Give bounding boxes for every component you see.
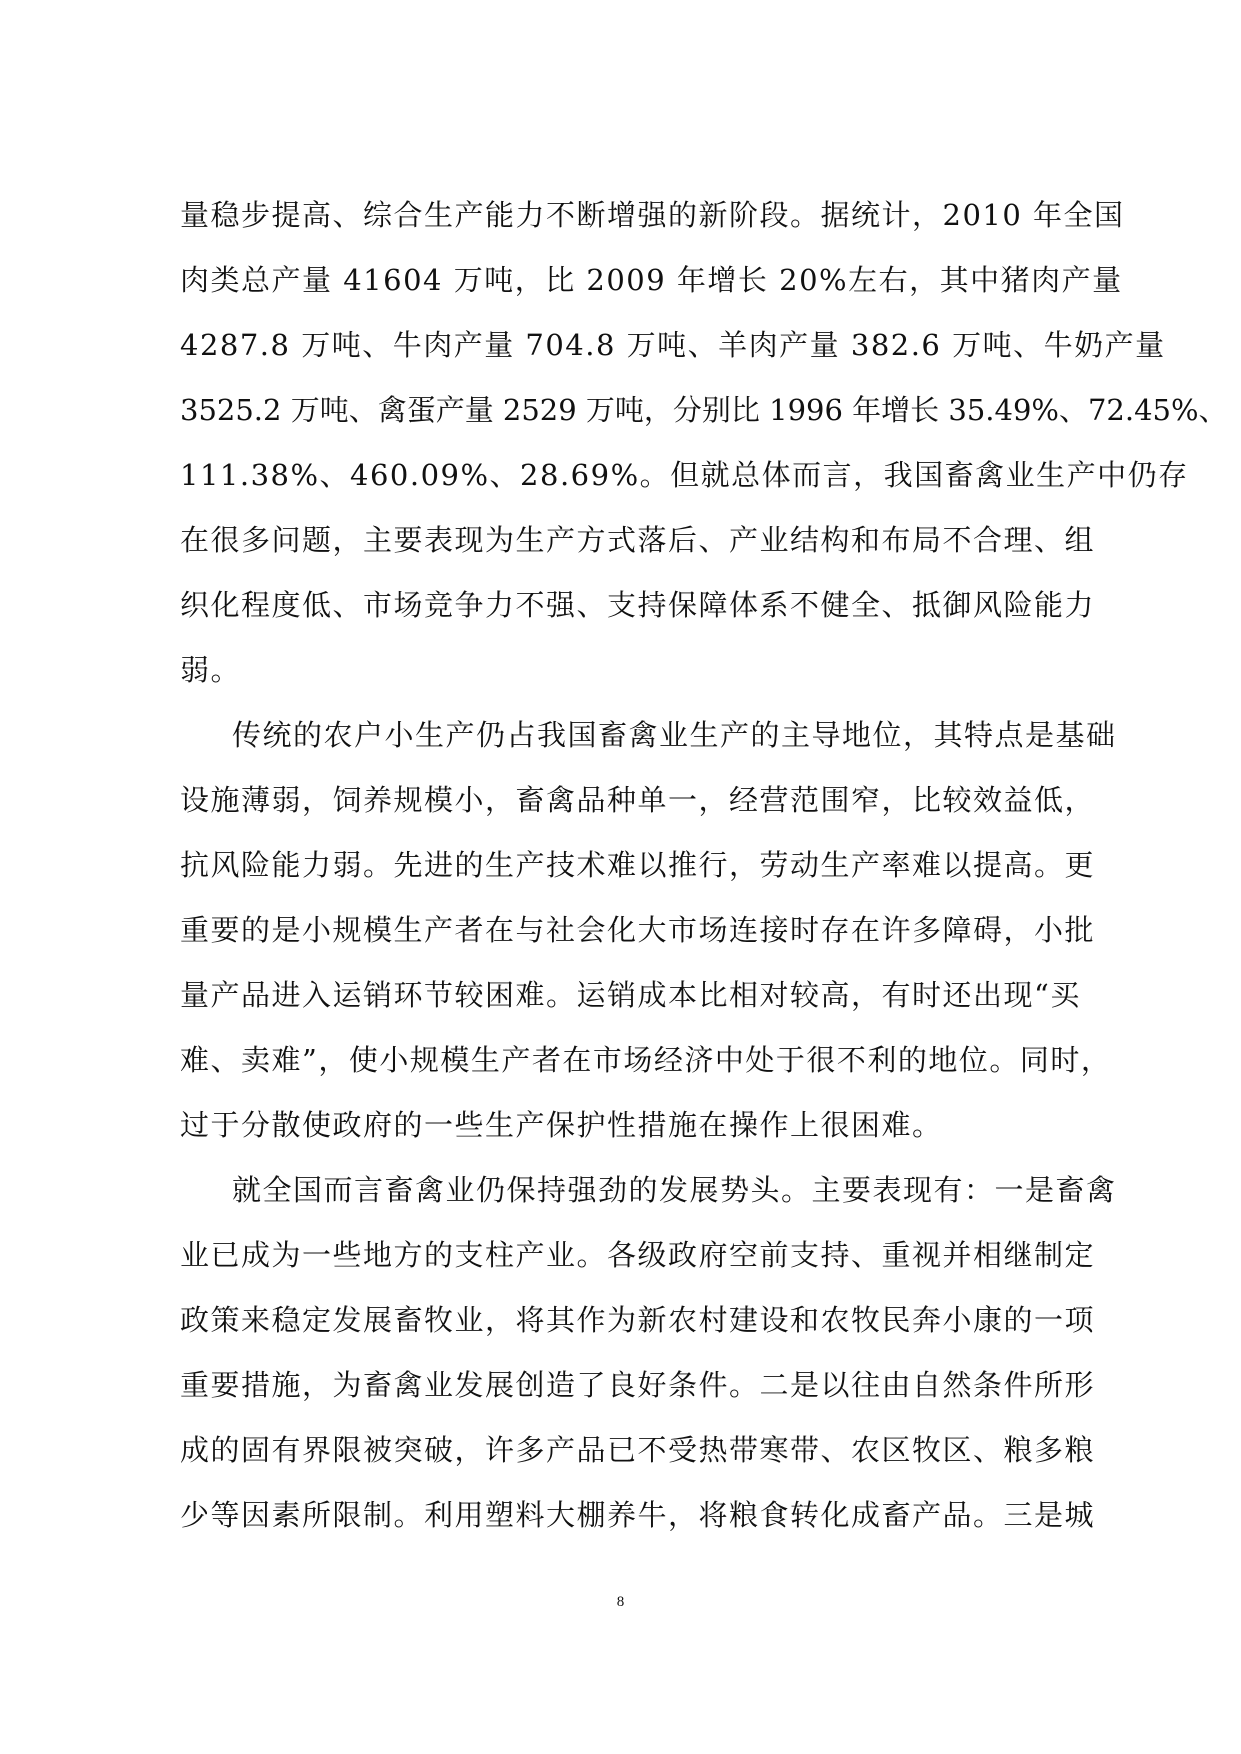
page-number: 8 (616, 1594, 625, 1610)
text-line: 织化程度低、市场竞争力不强、支持保障体系不健全、抵御风险能力 (180, 588, 1096, 622)
text-line: 设施薄弱，饲养规模小，畜禽品种单一，经营范围窄，比较效益低， (180, 783, 1096, 817)
text-line: 弱。 (180, 653, 242, 687)
text-line: 业已成为一些地方的支柱产业。各级政府空前支持、重视并相继制定 (180, 1238, 1096, 1272)
text-line: 肉类总产量 41604 万吨，比 2009 年增长 20%左右，其中猪肉产量 (180, 263, 1123, 297)
text-line: 成的固有界限被突破，许多产品已不受热带寒带、农区牧区、粮多粮 (180, 1433, 1096, 1467)
text-line: 量稳步提高、综合生产能力不断增强的新阶段。据统计，2010 年全国 (180, 198, 1125, 232)
text-line: 4287.8 万吨、牛肉产量 704.8 万吨、羊肉产量 382.6 万吨、牛奶产量 (180, 328, 1166, 362)
text-line: 量产品进入运销环节较困难。运销成本比相对较高，有时还出现“买 (180, 978, 1081, 1012)
text-line: 传统的农户小生产仍占我国畜禽业生产的主导地位，其特点是基础 (232, 718, 1117, 752)
text-line: 过于分散使政府的一些生产保护性措施在操作上很困难。 (180, 1108, 943, 1142)
text-line: 重要的是小规模生产者在与社会化大市场连接时存在许多障碍，小批 (180, 913, 1096, 947)
text-line: 抗风险能力弱。先进的生产技术难以推行，劳动生产率难以提高。更 (180, 848, 1096, 882)
text-line: 难、卖难”，使小规模生产者在市场经济中处于很不利的地位。同时， (180, 1043, 1112, 1077)
paragraph-3 (180, 1158, 1117, 1548)
text-line: 111.38%、460.09%、28.69%。但就总体而言，我国畜禽业生产中仍存 (180, 458, 1189, 492)
text-line: 就全国而言畜禽业仍保持强劲的发展势头。主要表现有：一是畜禽 (232, 1173, 1117, 1207)
text-line: 3525.2 万吨、禽蛋产量 2529 万吨，分别比 1996 年增长 35.49%、72.45%、 (180, 393, 1228, 427)
paragraph-1 (180, 183, 1228, 703)
text-line: 少等因素所限制。利用塑料大棚养牛，将粮食转化成畜产品。三是城 (180, 1498, 1096, 1532)
text-line: 重要措施，为畜禽业发展创造了良好条件。二是以往由自然条件所形 (180, 1368, 1096, 1402)
paragraph-2 (180, 703, 1117, 1158)
document-body (180, 183, 1228, 1548)
text-line: 政策来稳定发展畜牧业，将其作为新农村建设和农牧民奔小康的一项 (180, 1303, 1096, 1337)
text-line: 在很多问题，主要表现为生产方式落后、产业结构和布局不合理、组 (180, 523, 1096, 557)
